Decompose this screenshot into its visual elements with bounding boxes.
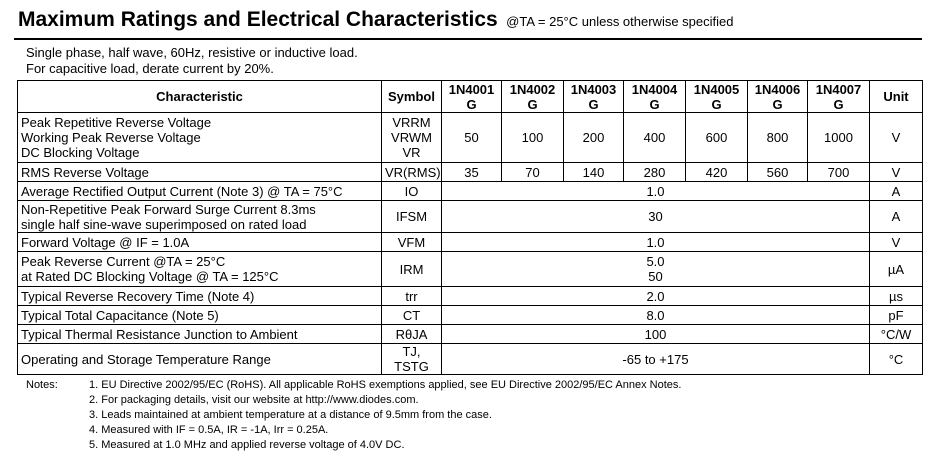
unit-cell: µA	[870, 252, 923, 287]
title-rule	[14, 38, 922, 40]
col-header-unit: Unit	[870, 81, 923, 113]
col-header-characteristic: Characteristic	[18, 81, 382, 113]
symbol-cell: CT	[382, 306, 442, 325]
value-cell: 5.0 50	[442, 252, 870, 287]
symbol-cell: VRRM VRWM VR	[382, 113, 442, 163]
note-item: 1. EU Directive 2002/95/EC (RoHS). All applicable RoHS exemptions applied, see EU Directive 2002/95/EC Annex Notes.	[89, 379, 682, 391]
col-header-part: 1N4004 G	[624, 81, 686, 113]
value-cell: 50	[442, 113, 502, 163]
unit-cell: µs	[870, 287, 923, 306]
value-cell: 35	[442, 163, 502, 182]
symbol-cell: VFM	[382, 233, 442, 252]
note-item: 5. Measured at 1.0 MHz and applied reverse voltage of 4.0V DC.	[89, 439, 405, 451]
note-item: 2. For packaging details, visit our website at http://www.diodes.com.	[89, 394, 419, 406]
table-row	[18, 201, 923, 233]
value-cell: 100	[502, 113, 564, 163]
table-row	[18, 182, 923, 201]
value-cell: 800	[748, 113, 808, 163]
table-row	[18, 287, 923, 306]
col-header-part: 1N4001 G	[442, 81, 502, 113]
unit-cell: V	[870, 113, 923, 163]
unit-cell: °C	[870, 344, 923, 375]
value-cell: 70	[502, 163, 564, 182]
table-row	[18, 306, 923, 325]
table-row	[18, 163, 923, 182]
value-cell: 700	[808, 163, 870, 182]
intro-text	[26, 45, 358, 77]
unit-cell: V	[870, 163, 923, 182]
col-header-part: 1N4007 G	[808, 81, 870, 113]
value-cell: 600	[686, 113, 748, 163]
col-header-part: 1N4002 G	[502, 81, 564, 113]
characteristic-cell: Peak Repetitive Reverse Voltage Working Peak Reverse Voltage DC Blocking Voltage	[18, 113, 382, 163]
intro-line: Single phase, half wave, 60Hz, resistive or inductive load.	[26, 45, 358, 60]
value-cell: 1.0	[442, 182, 870, 201]
note-item: 4. Measured with IF = 0.5A, IR = -1A, Irr = 0.25A.	[89, 424, 329, 436]
value-cell: 1.0	[442, 233, 870, 252]
unit-cell: A	[870, 182, 923, 201]
characteristic-cell: Typical Reverse Recovery Time (Note 4)	[18, 287, 382, 306]
characteristic-cell: Non-Repetitive Peak Forward Surge Current 8.3ms single half sine-wave superimposed on rated load	[18, 201, 382, 233]
value-cell: 560	[748, 163, 808, 182]
table-row	[18, 325, 923, 344]
value-cell: 400	[624, 113, 686, 163]
col-header-part: 1N4006 G	[748, 81, 808, 113]
value-cell: 200	[564, 113, 624, 163]
notes-label: Notes:	[26, 379, 58, 391]
table-row	[18, 113, 923, 163]
unit-cell: pF	[870, 306, 923, 325]
unit-cell: V	[870, 233, 923, 252]
table-header-row	[18, 81, 923, 113]
table-row	[18, 233, 923, 252]
table-row	[18, 344, 923, 375]
characteristic-cell: Operating and Storage Temperature Range	[18, 344, 382, 375]
symbol-cell: TJ, TSTG	[382, 344, 442, 375]
unit-cell: °C/W	[870, 325, 923, 344]
symbol-cell: trr	[382, 287, 442, 306]
characteristic-cell: Peak Reverse Current @TA = 25°C at Rated DC Blocking Voltage @ TA = 125°C	[18, 252, 382, 287]
characteristic-cell: Forward Voltage @ IF = 1.0A	[18, 233, 382, 252]
note-item: 3. Leads maintained at ambient temperature at a distance of 9.5mm from the case.	[89, 409, 492, 421]
section-header	[18, 8, 918, 36]
col-header-part: 1N4005 G	[686, 81, 748, 113]
characteristic-cell: Typical Total Capacitance (Note 5)	[18, 306, 382, 325]
ratings-table	[17, 80, 923, 375]
value-cell: 420	[686, 163, 748, 182]
unit-cell: A	[870, 201, 923, 233]
value-cell: 30	[442, 201, 870, 233]
value-cell: 100	[442, 325, 870, 344]
col-header-symbol: Symbol	[382, 81, 442, 113]
value-cell: 2.0	[442, 287, 870, 306]
characteristic-cell: RMS Reverse Voltage	[18, 163, 382, 182]
table-row	[18, 252, 923, 287]
characteristic-cell: Typical Thermal Resistance Junction to Ambient	[18, 325, 382, 344]
symbol-cell: VR(RMS)	[382, 163, 442, 182]
symbol-cell: IO	[382, 182, 442, 201]
notes-list	[89, 378, 681, 453]
value-cell: 280	[624, 163, 686, 182]
symbol-cell: IRM	[382, 252, 442, 287]
symbol-cell: IFSM	[382, 201, 442, 233]
section-condition: @TA = 25°C unless otherwise specified	[506, 14, 734, 29]
value-cell: -65 to +175	[442, 344, 870, 375]
col-header-part: 1N4003 G	[564, 81, 624, 113]
symbol-cell: RθJA	[382, 325, 442, 344]
value-cell: 8.0	[442, 306, 870, 325]
intro-line: For capacitive load, derate current by 20%.	[26, 61, 274, 76]
value-cell: 140	[564, 163, 624, 182]
value-cell: 1000	[808, 113, 870, 163]
section-title: Maximum Ratings and Electrical Characteristics	[18, 8, 498, 31]
characteristic-cell: Average Rectified Output Current (Note 3) @ TA = 75°C	[18, 182, 382, 201]
